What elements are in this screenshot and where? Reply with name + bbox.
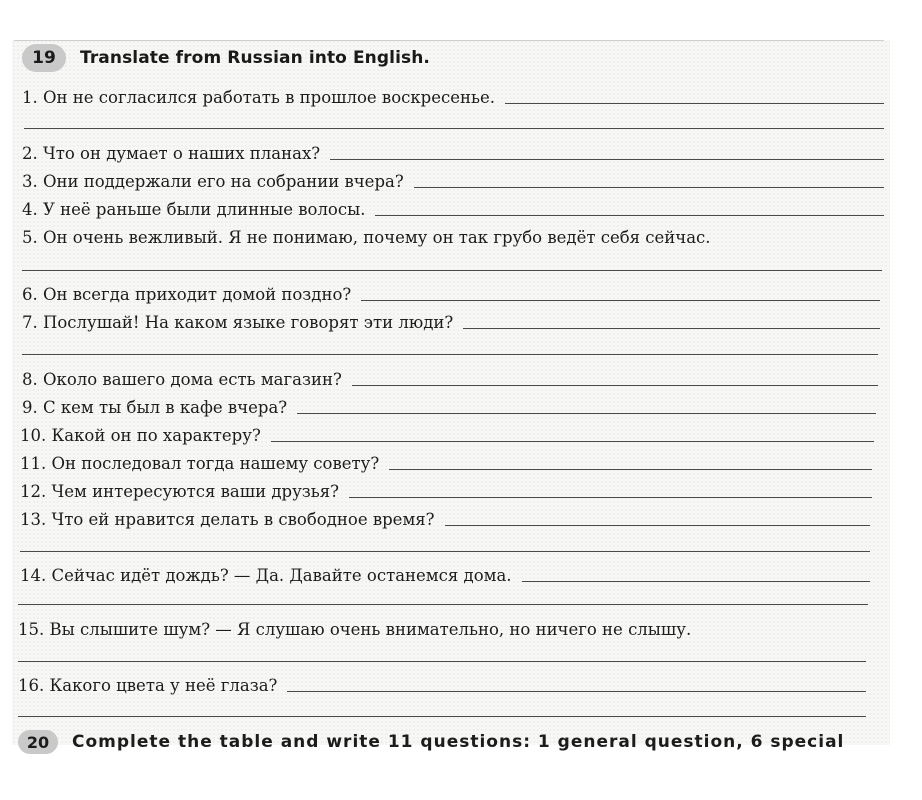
- exercise-header: [22, 44, 430, 72]
- sentence-text: 11. Он последовал тогда нашему совету?: [20, 454, 380, 473]
- sentence-text: 12. Чем интересуются ваши друзья?: [20, 482, 340, 501]
- sentence-9: [22, 398, 876, 417]
- sentence-text: 5. Он очень вежливый. Я не понимаю, почему он так грубо ведёт себя сейчас.: [22, 228, 711, 247]
- answer-line-extra[interactable]: [18, 661, 866, 662]
- sentence-text: 9. С кем ты был в кафе вчера?: [22, 398, 288, 417]
- sentence-11: [20, 454, 872, 473]
- answer-line-extra[interactable]: [18, 716, 866, 717]
- next-exercise-header: [18, 730, 868, 752]
- answer-line[interactable]: [463, 328, 880, 329]
- answer-line[interactable]: [414, 187, 884, 188]
- sentence-text: 1. Он не согласился работать в прошлое воскресенье.: [22, 88, 495, 107]
- answer-line[interactable]: [505, 103, 884, 104]
- next-exercise-number-badge: 20: [18, 730, 58, 754]
- top-rule: [14, 40, 884, 41]
- sentence-8: [22, 370, 878, 389]
- sentence-16: [18, 676, 866, 695]
- answer-line[interactable]: [352, 385, 878, 386]
- sentence-3: [22, 172, 884, 191]
- answer-line[interactable]: [287, 691, 866, 692]
- answer-line[interactable]: [375, 215, 884, 216]
- exercise-number-badge: 19: [22, 44, 66, 72]
- sentence-text: 13. Что ей нравится делать в свободное время?: [20, 510, 435, 529]
- answer-line[interactable]: [445, 525, 870, 526]
- answer-line-extra[interactable]: [18, 604, 868, 605]
- sentence-13: [20, 510, 870, 529]
- answer-line[interactable]: [349, 497, 872, 498]
- sentence-7: [22, 313, 880, 332]
- next-exercise-title: Complete the table and write 11 questions: 1 general question, 6 special: [72, 732, 845, 752]
- answer-line[interactable]: [361, 300, 880, 301]
- sentence-text: 14. Сейчас идёт дождь? — Да. Давайте останемся дома.: [20, 566, 512, 585]
- sentence-text: 16. Какого цвета у неё глаза?: [18, 676, 278, 695]
- sentence-2: [22, 144, 884, 163]
- answer-line-extra[interactable]: [24, 128, 884, 129]
- sentence-text: 3. Они поддержали его на собрании вчера?: [22, 172, 404, 191]
- answer-line-extra[interactable]: [20, 551, 870, 552]
- sentence-text: 7. Послушай! На каком языке говорят эти люди?: [22, 313, 454, 332]
- sentence-14: [20, 566, 870, 585]
- sentence-1: [22, 88, 884, 107]
- answer-line-extra[interactable]: [22, 354, 878, 355]
- answer-line[interactable]: [297, 413, 876, 414]
- sentence-12: [20, 482, 872, 501]
- sentence-text: 4. У неё раньше были длинные волосы.: [22, 200, 366, 219]
- answer-line[interactable]: [330, 159, 884, 160]
- sentence-15: [18, 620, 868, 639]
- sentence-text: 10. Какой он по характеру?: [20, 426, 261, 445]
- answer-line[interactable]: [522, 581, 870, 582]
- sentence-text: 2. Что он думает о наших планах?: [22, 144, 321, 163]
- sentence-text: 15. Вы слышите шум? — Я слушаю очень внимательно, но ничего не слышу.: [18, 620, 692, 639]
- sentence-text: 6. Он всегда приходит домой поздно?: [22, 285, 352, 304]
- sentence-10: [20, 426, 874, 445]
- answer-line[interactable]: [271, 441, 874, 442]
- sentence-6: [22, 285, 880, 304]
- sentence-text: 8. Около вашего дома есть магазин?: [22, 370, 342, 389]
- exercise-title: Translate from Russian into English.: [80, 48, 430, 68]
- sentence-5: [22, 228, 884, 247]
- sentence-4: [22, 200, 884, 219]
- answer-line-extra[interactable]: [22, 270, 882, 271]
- answer-line[interactable]: [389, 469, 872, 470]
